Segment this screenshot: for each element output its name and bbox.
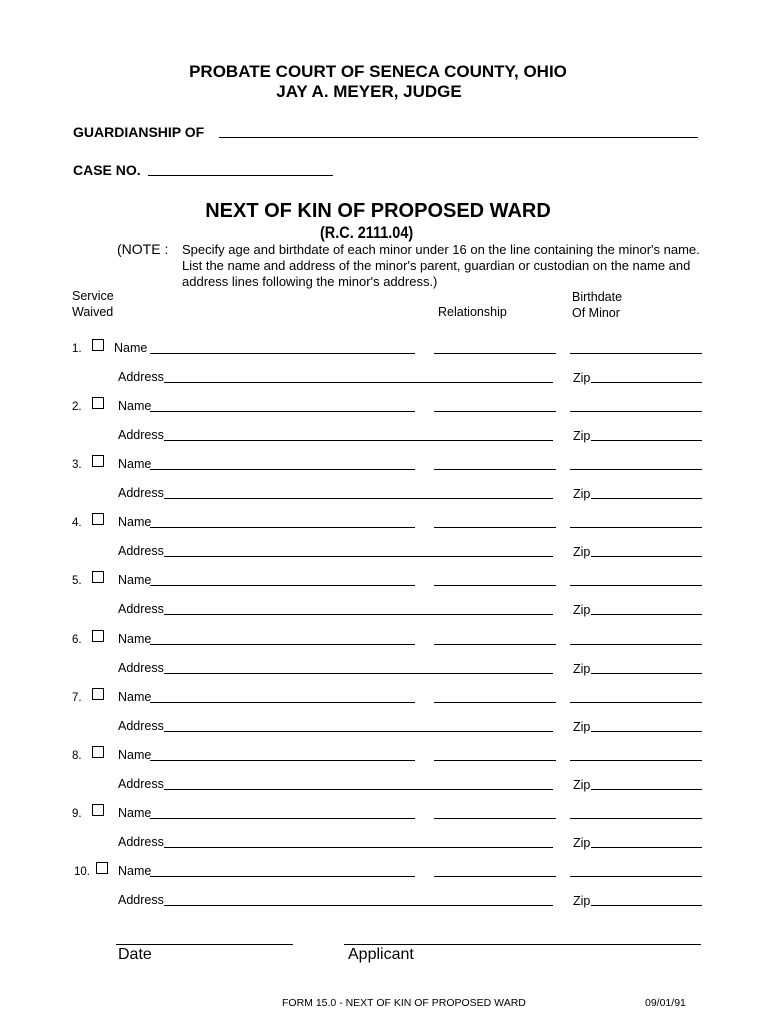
- entry-number: 2.: [72, 401, 82, 413]
- zip-label: Zip: [573, 662, 591, 676]
- zip-field[interactable]: [591, 498, 702, 499]
- zip-field[interactable]: [591, 847, 702, 848]
- birthdate-header: [572, 289, 622, 321]
- name-field[interactable]: [150, 818, 415, 819]
- birthdate-field[interactable]: [570, 353, 702, 354]
- birthdate-field[interactable]: [570, 876, 702, 877]
- zip-field[interactable]: [591, 382, 702, 383]
- case-no-field[interactable]: [148, 175, 333, 176]
- zip-label: Zip: [573, 487, 591, 501]
- birthdate-field[interactable]: [570, 760, 702, 761]
- entry-number: 3.: [72, 459, 82, 471]
- address-field[interactable]: [164, 905, 553, 906]
- court-name: PROBATE COURT OF SENECA COUNTY, OHIO: [189, 62, 567, 81]
- address-label: Address: [118, 428, 164, 442]
- name-label: Name: [118, 806, 152, 820]
- name-label: Name: [114, 341, 148, 355]
- address-field[interactable]: [164, 731, 553, 732]
- relationship-field[interactable]: [434, 411, 556, 412]
- relationship-field[interactable]: [434, 353, 556, 354]
- form-title: NEXT OF KIN OF PROPOSED WARD: [205, 200, 551, 222]
- relationship-field[interactable]: [434, 702, 556, 703]
- address-label: Address: [118, 544, 164, 558]
- address-field[interactable]: [164, 789, 553, 790]
- service-waived-checkbox[interactable]: [92, 746, 104, 758]
- name-label: Name: [118, 864, 152, 878]
- name-field[interactable]: [150, 411, 415, 412]
- zip-field[interactable]: [591, 789, 702, 790]
- service-waived-checkbox[interactable]: [92, 571, 104, 583]
- relationship-field[interactable]: [434, 818, 556, 819]
- name-label: Name: [118, 690, 152, 704]
- entry-number: 10.: [74, 866, 90, 878]
- case-no-label: CASE NO.: [73, 162, 141, 178]
- zip-label: Zip: [573, 836, 591, 850]
- address-field[interactable]: [164, 440, 553, 441]
- service-waived-checkbox[interactable]: [92, 688, 104, 700]
- service-waived-checkbox[interactable]: [92, 804, 104, 816]
- service-waived-checkbox[interactable]: [96, 862, 108, 874]
- address-field[interactable]: [164, 847, 553, 848]
- service-waived-checkbox[interactable]: [92, 339, 104, 351]
- address-label: Address: [118, 893, 164, 907]
- form-id: FORM 15.0 - NEXT OF KIN OF PROPOSED WARD: [282, 997, 526, 1009]
- zip-label: Zip: [573, 778, 591, 792]
- note-label: (NOTE :: [117, 241, 169, 257]
- birthdate-field[interactable]: [570, 702, 702, 703]
- name-field[interactable]: [150, 876, 415, 877]
- service-waived-checkbox[interactable]: [92, 397, 104, 409]
- zip-label: Zip: [573, 603, 591, 617]
- zip-label: Zip: [573, 371, 591, 385]
- zip-field[interactable]: [591, 556, 702, 557]
- entry-number: 9.: [72, 808, 82, 820]
- relationship-field[interactable]: [434, 760, 556, 761]
- address-label: Address: [118, 370, 164, 384]
- address-field[interactable]: [164, 556, 553, 557]
- applicant-signature-line[interactable]: [344, 944, 701, 945]
- service-waived-header: [72, 288, 114, 320]
- birthdate-field[interactable]: [570, 585, 702, 586]
- name-field[interactable]: [150, 353, 415, 354]
- name-label: Name: [118, 457, 152, 471]
- address-label: Address: [118, 719, 164, 733]
- name-label: Name: [118, 515, 152, 529]
- guardianship-label: GUARDIANSHIP OF: [73, 124, 205, 140]
- zip-field[interactable]: [591, 731, 702, 732]
- statute-reference: (R.C. 2111.04): [320, 223, 414, 242]
- applicant-label: Applicant: [348, 946, 414, 963]
- date-label: Date: [118, 946, 152, 963]
- service-waived-line-1: Service: [72, 289, 114, 303]
- birthdate-field[interactable]: [570, 527, 702, 528]
- relationship-field[interactable]: [434, 527, 556, 528]
- zip-label: Zip: [573, 429, 591, 443]
- judge-name: JAY A. MEYER, JUDGE: [276, 82, 462, 101]
- entry-number: 6.: [72, 634, 82, 646]
- service-waived-checkbox[interactable]: [92, 513, 104, 525]
- service-waived-line-2: Waived: [72, 305, 114, 319]
- address-label: Address: [118, 661, 164, 675]
- birthdate-field[interactable]: [570, 644, 702, 645]
- zip-label: Zip: [573, 720, 591, 734]
- relationship-field[interactable]: [434, 644, 556, 645]
- address-field[interactable]: [164, 673, 553, 674]
- guardianship-field[interactable]: [219, 137, 698, 138]
- service-waived-checkbox[interactable]: [92, 630, 104, 642]
- birthdate-field[interactable]: [570, 411, 702, 412]
- note-text: Specify age and birthdate of each minor under 16 on the line containing the minor's name. List the name and address of the minor's parent, guardian or custodian on the name and address lines following the minor's address.): [182, 242, 700, 289]
- birthdate-line-1: Birthdate: [572, 290, 623, 304]
- entry-number: 4.: [72, 517, 82, 529]
- name-field[interactable]: [150, 702, 415, 703]
- revision-date: 09/01/91: [645, 997, 686, 1009]
- zip-field[interactable]: [591, 673, 702, 674]
- relationship-field[interactable]: [434, 876, 556, 877]
- relationship-field[interactable]: [434, 585, 556, 586]
- address-field[interactable]: [164, 614, 553, 615]
- relationship-field[interactable]: [434, 469, 556, 470]
- name-label: Name: [118, 573, 152, 587]
- entry-number: 1.: [72, 343, 82, 355]
- birthdate-field[interactable]: [570, 469, 702, 470]
- name-field[interactable]: [150, 469, 415, 470]
- entry-number: 8.: [72, 750, 82, 762]
- address-label: Address: [118, 835, 164, 849]
- relationship-header: Relationship: [438, 305, 507, 319]
- zip-label: Zip: [573, 894, 591, 908]
- entry-number: 7.: [72, 692, 82, 704]
- name-label: Name: [118, 748, 152, 762]
- zip-field[interactable]: [591, 614, 702, 615]
- zip-field[interactable]: [591, 905, 702, 906]
- service-waived-checkbox[interactable]: [92, 455, 104, 467]
- entry-number: 5.: [72, 575, 82, 587]
- address-field[interactable]: [164, 382, 553, 383]
- name-label: Name: [118, 632, 152, 646]
- name-field[interactable]: [150, 527, 415, 528]
- date-signature-line[interactable]: [116, 944, 293, 945]
- birthdate-line-2: Of Minor: [572, 306, 620, 320]
- address-label: Address: [118, 777, 164, 791]
- zip-label: Zip: [573, 545, 591, 559]
- zip-field[interactable]: [591, 440, 702, 441]
- address-field[interactable]: [164, 498, 553, 499]
- birthdate-field[interactable]: [570, 818, 702, 819]
- name-field[interactable]: [150, 585, 415, 586]
- address-label: Address: [118, 602, 164, 616]
- name-label: Name: [118, 399, 152, 413]
- name-field[interactable]: [150, 644, 415, 645]
- name-field[interactable]: [150, 760, 415, 761]
- address-label: Address: [118, 486, 164, 500]
